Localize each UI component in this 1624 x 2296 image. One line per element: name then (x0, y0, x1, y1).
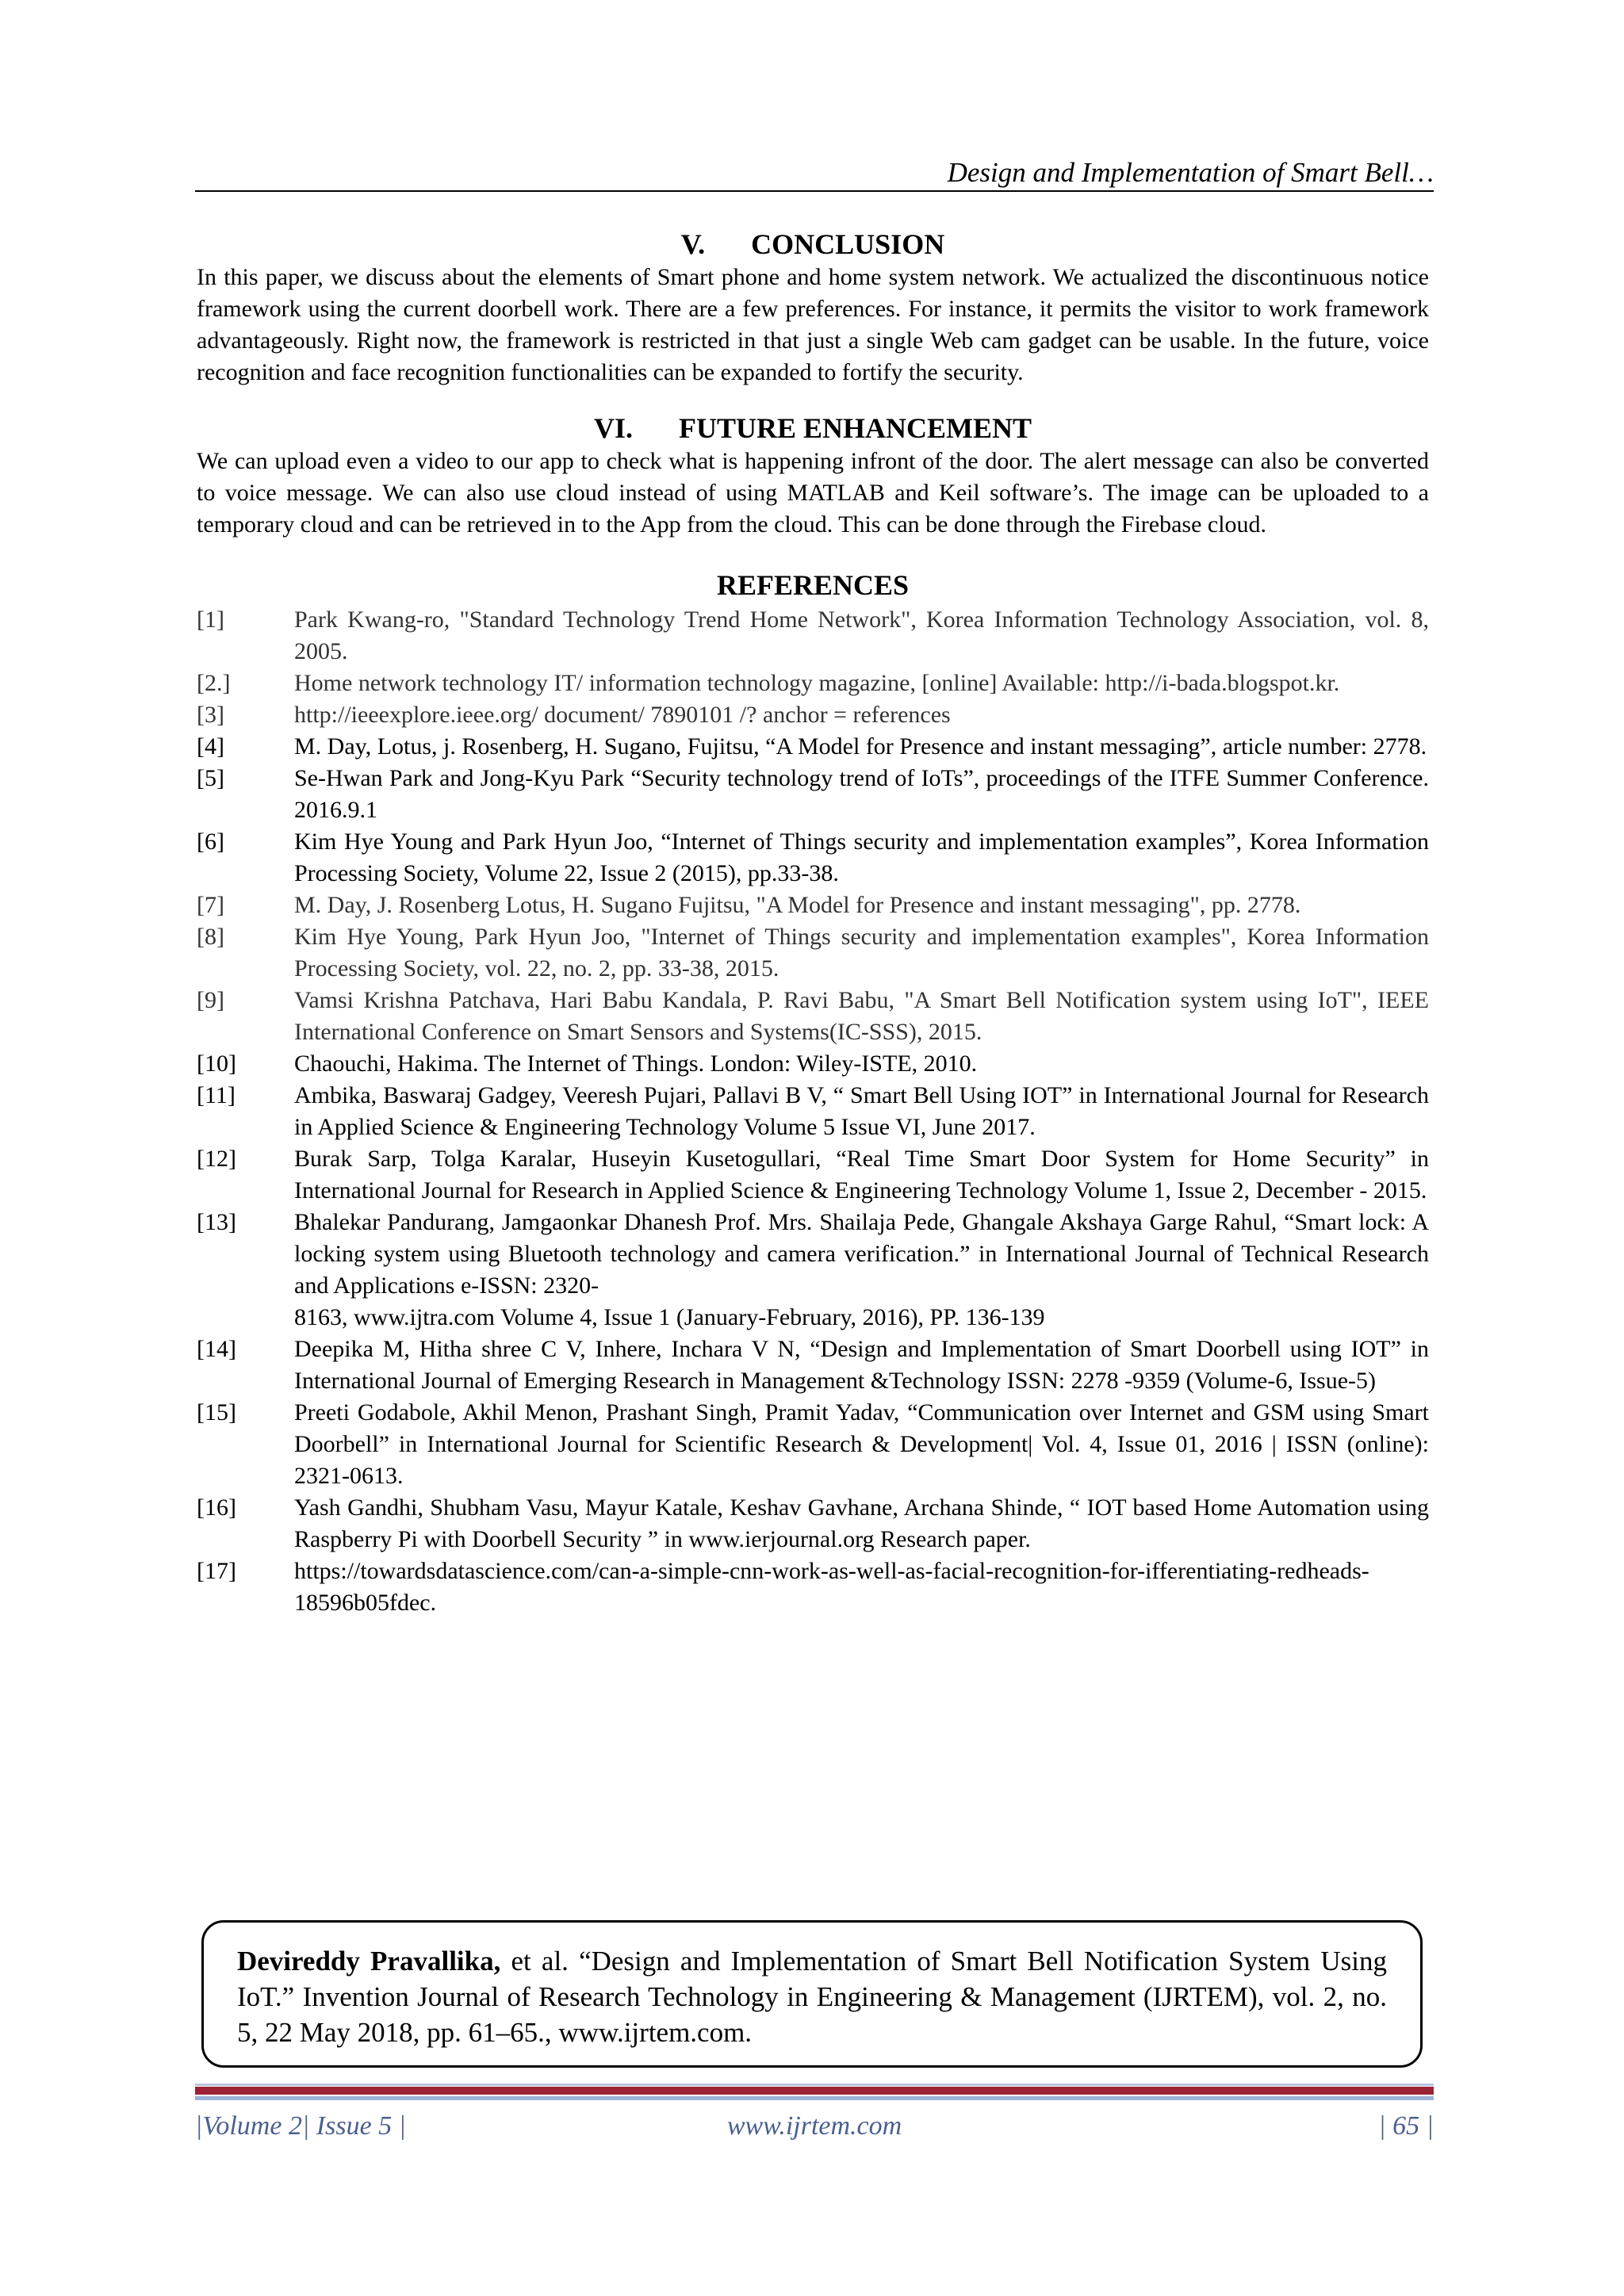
reference-item (197, 890, 1429, 921)
citation-box (201, 1920, 1423, 2068)
reference-text: http://ieeexplore.ieee.org/ document/ 7890101 /? anchor = references (294, 702, 951, 728)
reference-number: [9] (197, 987, 224, 1013)
reference-item (197, 1334, 1429, 1397)
reference-number: [16] (197, 1494, 236, 1521)
reference-text: Deepika M, Hitha shree C V, Inhere, Inchara V N, “Design and Implementation of Smart Doorbell using IOT” in International Journal of Emerging Research in Management &Technology ISSN: 2278 -9359 (Volume-6, Issue-5) (294, 1336, 1429, 1394)
references-heading: REFERENCES (716, 569, 910, 601)
citation-text: et al. “Design and Implementation of Smart Bell Notification System Using IoT.” Invention Journal of Research Technology in Engineering & Management (IJRTEM), vol. 2, no. 5, 22 May 2018, pp. 61–65., www.ijrtem.com. (237, 1946, 1387, 2048)
future-heading (197, 411, 1429, 446)
conclusion-title: CONCLUSION (751, 228, 945, 260)
footer-volume-issue: |Volume 2| Issue 5 | (195, 2111, 407, 2141)
future-number: VI. (593, 412, 633, 444)
future-body: We can upload even a video to our app to check what is happening infront of the door. The alert message can also be converted to voice message. We can also use cloud instead of using MATLAB and Keil software’s. The image can be uploaded to a temporary cloud and can be retrieved in to the App from the cloud. This can be done through the Firebase cloud. (197, 448, 1429, 538)
reference-item (197, 1492, 1429, 1556)
reference-text: Vamsi Krishna Patchava, Hari Babu Kandala, P. Ravi Babu, "A Smart Bell Notification system using IoT", IEEE International Conference on Smart Sensors and Systems(IC-SSS), 2015. (294, 987, 1429, 1045)
footer-page-number: | 65 | (1378, 2111, 1434, 2141)
reference-number: [12] (197, 1146, 236, 1172)
reference-text: Ambika, Baswaraj Gadgey, Veeresh Pujari, Pallavi B V, “ Smart Bell Using IOT” in International Journal for Research in Applied Science & Engineering Technology Volume 5 Issue VI, June 2017. (294, 1082, 1429, 1140)
reference-number: [5] (197, 765, 224, 791)
header-rule (195, 190, 1434, 192)
reference-item (197, 1143, 1429, 1207)
reference-text: Yash Gandhi, Shubham Vasu, Mayur Katale, Keshav Gavhane, Archana Shinde, “ IOT based Home Automation using Raspberry Pi with Doorbell Security ” in www.ierjournal.org Research paper. (294, 1494, 1429, 1552)
page-footer (195, 2109, 1434, 2144)
running-header: Design and Implementation of Smart Bell… (947, 157, 1434, 188)
reference-text (294, 1207, 1429, 1334)
reference-number: [7] (197, 892, 224, 918)
reference-number: [14] (197, 1336, 236, 1362)
reference-item (197, 699, 1429, 731)
reference-text: Burak Sarp, Tolga Karalar, Huseyin Kusetogullari, “Real Time Smart Door System for Home Security” in International Journal for Research in Applied Science & Engineering Technology Volume 1, Issue 2, December - 2015. (294, 1146, 1429, 1203)
citation-author: Devireddy Pravallika, (237, 1946, 501, 1976)
reference-text: Kim Hye Young and Park Hyun Joo, “Internet of Things security and implementation examples”, Korea Information Processing Society, Volume 22, Issue 2 (2015), pp.33-38. (294, 828, 1429, 886)
reference-text: Chaouchi, Hakima. The Internet of Things. London: Wiley-ISTE, 2010. (294, 1050, 978, 1077)
reference-item (197, 826, 1429, 890)
footer-rule-blue (195, 2096, 1434, 2100)
reference-text: Home network technology IT/ information technology magazine, [online] Available: http://i-bada.blogspot.kr. (294, 670, 1340, 696)
reference-text: Preeti Godabole, Akhil Menon, Prashant Singh, Pramit Yadav, “Communication over Internet and GSM using Smart Doorbell” in International Journal for Scientific Research & Development| Vol. 4, Issue 01, 2016 | ISSN (online): 2321-0613. (294, 1399, 1429, 1489)
reference-item (197, 1397, 1429, 1492)
reference-text: M. Day, J. Rosenberg Lotus, H. Sugano Fujitsu, "A Model for Presence and instant messaging", pp. 2778. (294, 892, 1301, 918)
reference-item (197, 921, 1429, 985)
reference-text: Park Kwang-ro, "Standard Technology Trend Home Network", Korea Information Technology Association, vol. 8, 2005. (294, 607, 1429, 664)
reference-number: [1] (197, 607, 224, 633)
reference-number: [15] (197, 1399, 236, 1425)
reference-item (197, 668, 1429, 699)
reference-item (197, 604, 1429, 668)
reference-item (197, 731, 1429, 763)
reference-text: https://towardsdatascience.com/can-a-simple-cnn-work-as-well-as-facial-recognition-for-ifferentiating-redheads-18596b05fdec. (294, 1558, 1369, 1616)
footer-rule (195, 2087, 1434, 2095)
reference-number: [10] (197, 1050, 236, 1077)
reference-number: [6] (197, 828, 224, 855)
reference-number: [11] (197, 1082, 236, 1108)
footer-website: www.ijrtem.com (726, 2111, 902, 2141)
reference-number: [4] (197, 733, 224, 760)
footer-rule-light (195, 2084, 1434, 2086)
reference-item (197, 1080, 1429, 1143)
reference-number: [3] (197, 702, 224, 728)
conclusion-body: In this paper, we discuss about the elements of Smart phone and home system network. We actualized the discontinuous notice framework using the current doorbell work. There are a few preferences. For instance, it permits the visitor to work framework advantageously. Right now, the framework is restricted in that just a single Web cam gadget can be usable. In the future, voice recognition and face recognition functionalities can be expanded to fortify the security. (197, 264, 1429, 385)
reference-item (197, 763, 1429, 826)
conclusion-heading (197, 227, 1429, 262)
reference-item (197, 1556, 1429, 1619)
reference-item (197, 1207, 1429, 1334)
page-content (197, 227, 1429, 1619)
reference-text: Se-Hwan Park and Jong-Kyu Park “Security technology trend of IoTs”, proceedings of the ITFE Summer Conference. 2016.9.1 (294, 765, 1429, 823)
reference-number: [8] (197, 924, 224, 950)
reference-text: Kim Hye Young, Park Hyun Joo, "Internet of Things security and implementation examples", Korea Information Processing Society, vol. 22, no. 2, pp. 33-38, 2015. (294, 924, 1429, 982)
reference-item (197, 985, 1429, 1048)
reference-list (197, 604, 1429, 1619)
reference-number: [17] (197, 1558, 236, 1584)
reference-number: [13] (197, 1209, 236, 1235)
reference-number: [2.] (197, 670, 231, 696)
future-title: FUTURE ENHANCEMENT (678, 412, 1032, 444)
reference-item (197, 1048, 1429, 1080)
reference-text-part: 8163, www.ijtra.com Volume 4, Issue 1 (January-February, 2016), PP. 136-139 (294, 1304, 1045, 1330)
conclusion-number: V. (680, 228, 706, 260)
reference-text-part: Bhalekar Pandurang, Jamgaonkar Dhanesh Prof. Mrs. Shailaja Pede, Ghangale Akshaya Garge Rahul, “Smart lock: A locking system using Bluetooth technology and camera verification.” in International Journal of Technical Research and Applications e-ISSN: 2320- (294, 1209, 1429, 1299)
reference-text: M. Day, Lotus, j. Rosenberg, H. Sugano, Fujitsu, “A Model for Presence and instant messaging”, article number: 2778. (294, 733, 1427, 760)
